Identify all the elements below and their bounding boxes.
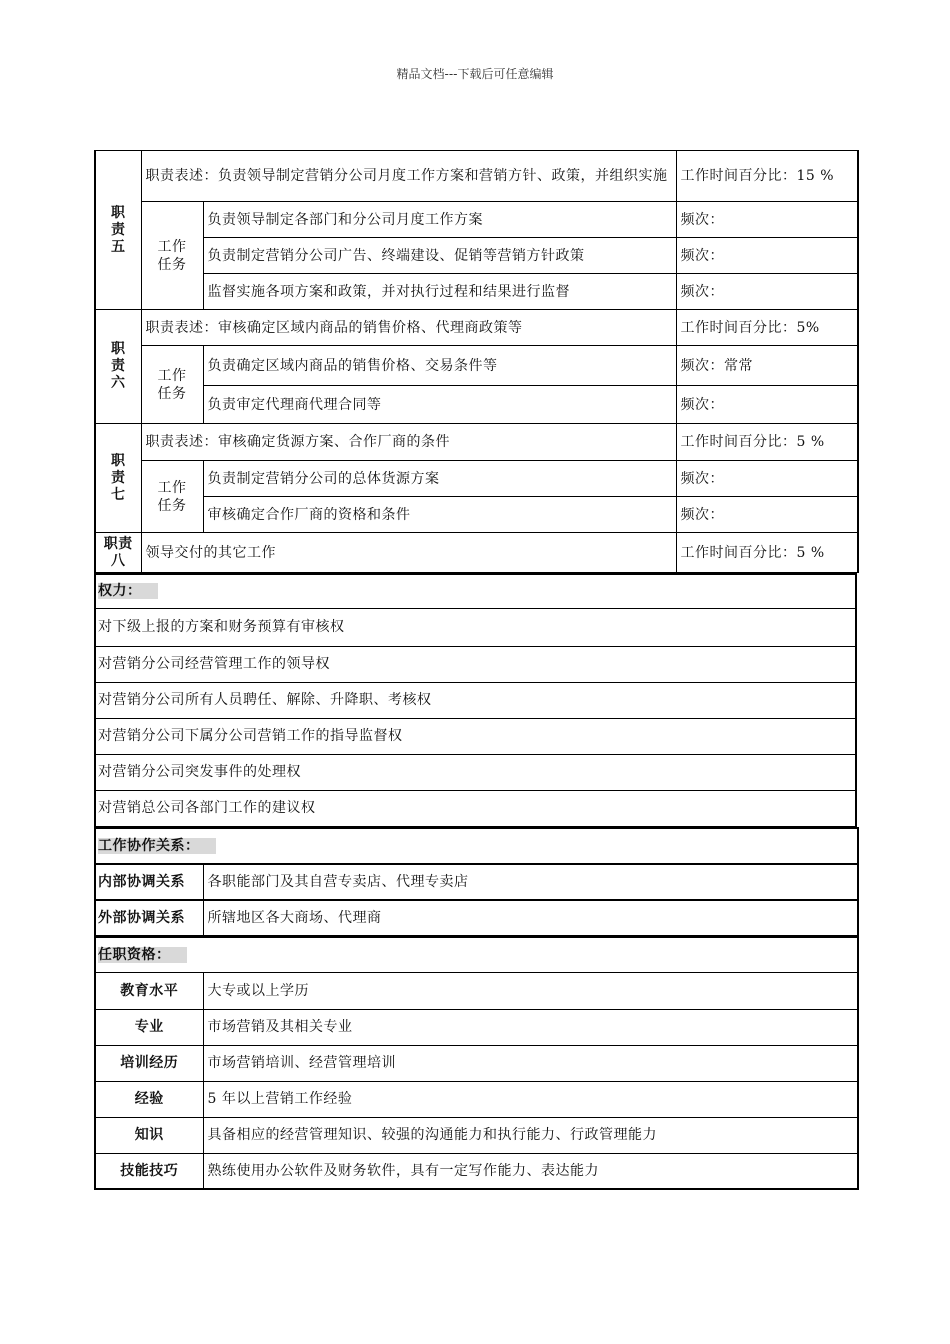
duty5-task-label: 工作 任务: [141, 202, 203, 310]
cooperation-row: [95, 864, 858, 900]
qualification-row: [95, 1117, 858, 1153]
power-item-5: 对营销分公司突发事件的处理权: [95, 754, 856, 790]
duty5-freq-1: 频次：: [676, 202, 858, 238]
power-item-6: 对营销总公司各部门工作的建议权: [95, 790, 856, 826]
powers-title: 权力：: [98, 583, 158, 599]
duty6-description: 职责表述：审核确定区域内商品的销售价格、代理商政策等: [141, 310, 676, 346]
duty-table: [94, 150, 859, 573]
power-row: [95, 754, 856, 790]
cooperation-table: [94, 827, 859, 937]
duty6-task-row: [95, 386, 858, 424]
power-item-3: 对营销分公司所有人员聘任、解除、升降职、考核权: [95, 682, 856, 718]
duty5-task-row: [95, 202, 858, 238]
education-label: 教育水平: [95, 972, 203, 1009]
duty5-task-2: 负责制定营销分公司广告、终端建设、促销等营销方针政策: [203, 238, 676, 274]
skills-value: 熟练使用办公软件及财务软件，具有一定写作能力、表达能力: [203, 1153, 858, 1189]
qualification-row: [95, 1081, 858, 1117]
duty6-label: 职 责 六: [95, 310, 141, 424]
knowledge-value: 具备相应的经营管理知识、较强的沟通能力和执行能力、行政管理能力: [203, 1117, 858, 1153]
duty6-percent: 工作时间百分比：5%: [676, 310, 858, 346]
duty7-percent: 工作时间百分比：5 %: [676, 424, 858, 461]
external-coordination-value: 所辖地区各大商场、代理商: [203, 900, 858, 936]
duty6-task-2: 负责审定代理商代理合同等: [203, 386, 676, 424]
duty6-freq-2: 频次：: [676, 386, 858, 424]
qualification-row: [95, 1009, 858, 1045]
duty7-task-label: 工作 任务: [141, 461, 203, 533]
cooperation-row: [95, 900, 858, 936]
duty7-description: 职责表述：审核确定货源方案、合作厂商的条件: [141, 424, 676, 461]
duty8-text: 领导交付的其它工作: [141, 533, 676, 573]
duty8-row: [95, 533, 858, 573]
duty5-freq-3: 频次：: [676, 274, 858, 310]
internal-coordination-value: 各职能部门及其自营专卖店、代理专卖店: [203, 864, 858, 900]
duty5-label: 职 责 五: [95, 151, 141, 310]
duty8-label: 职责 八: [95, 533, 141, 573]
duty6-task-1: 负责确定区域内商品的销售价格、交易条件等: [203, 346, 676, 386]
experience-value: 5 年以上营销工作经验: [203, 1081, 858, 1117]
powers-table: [94, 573, 857, 827]
duty5-freq-2: 频次：: [676, 238, 858, 274]
knowledge-label: 知识: [95, 1117, 203, 1153]
power-row: [95, 682, 856, 718]
duty7-task-2: 审核确定合作厂商的资格和条件: [203, 497, 676, 533]
duty5-task-3: 监督实施各项方案和政策，并对执行过程和结果进行监督: [203, 274, 676, 310]
training-label: 培训经历: [95, 1045, 203, 1081]
duty6-freq-1: 频次：常常: [676, 346, 858, 386]
power-row: [95, 718, 856, 754]
power-row: [95, 646, 856, 682]
cooperation-section-header: [95, 828, 858, 864]
duty7-freq-1: 频次：: [676, 461, 858, 497]
power-item-4: 对营销分公司下属分公司营销工作的指导监督权: [95, 718, 856, 754]
powers-section-header: [95, 574, 856, 608]
power-row: [95, 790, 856, 826]
major-value: 市场营销及其相关专业: [203, 1009, 858, 1045]
qualification-row: [95, 1045, 858, 1081]
education-value: 大专或以上学历: [203, 972, 858, 1009]
duty6-task-label: 工作 任务: [141, 346, 203, 424]
qualifications-table: [94, 936, 859, 1190]
duty8-percent: 工作时间百分比：5 %: [676, 533, 858, 573]
duty7-label: 职 责 七: [95, 424, 141, 533]
duty6-description-row: [95, 310, 858, 346]
duty5-task-1: 负责领导制定各部门和分公司月度工作方案: [203, 202, 676, 238]
internal-coordination-label: 内部协调关系: [95, 864, 203, 900]
qualifications-title: 任职资格：: [98, 947, 187, 963]
duty6-task-row: [95, 346, 858, 386]
cooperation-title: 工作协作关系：: [98, 838, 216, 854]
job-description-sheet: [94, 150, 857, 1190]
duty5-description: 职责表述：负责领导制定营销分公司月度工作方案和营销方针、政策，并组织实施: [141, 151, 676, 202]
qualifications-section-header: [95, 937, 858, 972]
duty5-task-row: [95, 238, 858, 274]
power-item-2: 对营销分公司经营管理工作的领导权: [95, 646, 856, 682]
duty7-task-row: [95, 497, 858, 533]
duty7-task-row: [95, 461, 858, 497]
duty5-task-row: [95, 274, 858, 310]
duty7-freq-2: 频次：: [676, 497, 858, 533]
duty5-percent: 工作时间百分比：15 %: [676, 151, 858, 202]
skills-label: 技能技巧: [95, 1153, 203, 1189]
experience-label: 经验: [95, 1081, 203, 1117]
page-header: 精品文档---下载后可任意编辑: [396, 67, 554, 81]
duty7-task-1: 负责制定营销分公司的总体货源方案: [203, 461, 676, 497]
training-value: 市场营销培训、经营管理培训: [203, 1045, 858, 1081]
duty7-description-row: [95, 424, 858, 461]
power-row: [95, 608, 856, 646]
major-label: 专业: [95, 1009, 203, 1045]
qualification-row: [95, 1153, 858, 1189]
duty5-description-row: [95, 151, 858, 202]
power-item-1: 对下级上报的方案和财务预算有审核权: [95, 608, 856, 646]
external-coordination-label: 外部协调关系: [95, 900, 203, 936]
qualification-row: [95, 972, 858, 1009]
